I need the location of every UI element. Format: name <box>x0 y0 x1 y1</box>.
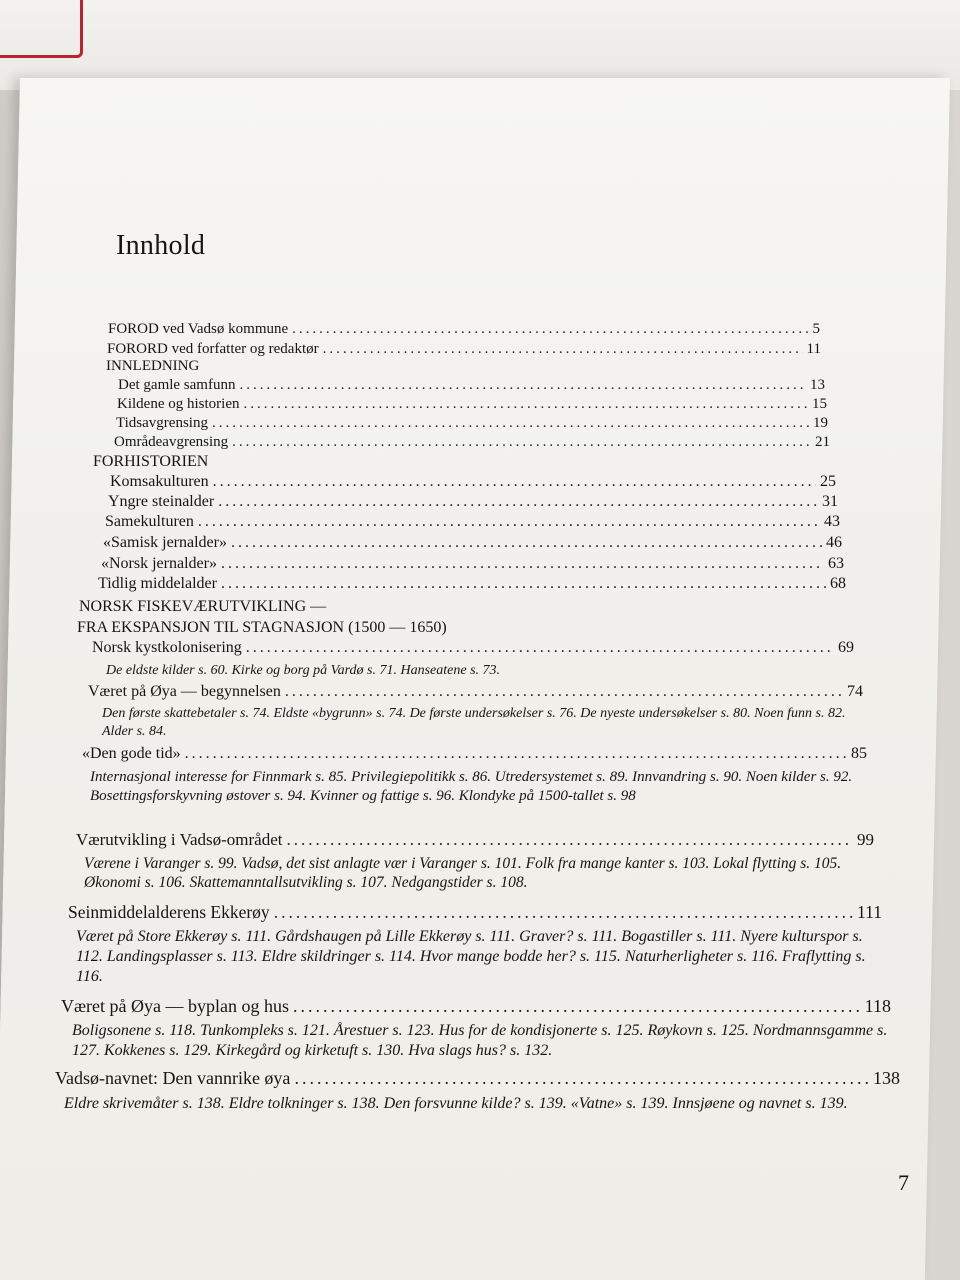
leader-dots <box>239 377 806 394</box>
leader-dots <box>293 996 861 1017</box>
toc-entry <box>88 683 863 701</box>
leader-dots <box>285 683 843 701</box>
toc-section-heading: NORSK FISKEVÆRUTVIKLING — <box>79 598 327 615</box>
toc-entry-page: 5 <box>812 321 820 337</box>
toc-entry-page: 46 <box>826 534 842 551</box>
leader-dots <box>212 415 809 432</box>
toc-entry-label: Det gamle samfunn <box>118 377 236 393</box>
toc-entry-subtopics: Været på Store Ekkerøy s. 111. Gårdshaugen på Lille Ekkerøy s. 111. Graver? s. 111. Bogastiller s. 111. Nyere kulturspor s. 112. Landingsplasser s. 113. Eldre skildringer s. 114. Hvor mange bodde her? s. 115. Naturherligheter s. 116. Fraflytting s. 116. <box>76 928 866 985</box>
toc-entry-page: 43 <box>824 513 840 530</box>
page-number: 7 <box>898 1170 909 1195</box>
toc-entry <box>105 513 840 531</box>
toc-entry <box>114 434 830 451</box>
toc-section-heading: INNLEDNING <box>106 358 200 374</box>
toc-entry <box>110 473 836 491</box>
toc-entry <box>101 555 844 573</box>
toc-entry-label: Yngre steinalder <box>108 493 215 510</box>
toc-entry-label: Områdeavgrensing <box>114 434 229 450</box>
toc-entry-page: 74 <box>847 683 863 700</box>
leader-dots <box>274 902 853 923</box>
toc-entry <box>107 341 821 358</box>
leader-dots <box>246 639 834 657</box>
toc-entry-label: Værutvikling i Vadsø-området <box>76 830 283 849</box>
leader-dots <box>287 830 854 850</box>
leader-dots <box>185 745 847 763</box>
toc-entry-subtopics: Værene i Varanger s. 99. Vadsø, det sist anlagte vær i Varanger s. 101. Folk fra mange kanter s. 103. Lokal flytting s. 105. Økonomi s. 106. Skattemanntallsutvikling s. 107. Nedgangstider s. 108. <box>84 855 842 892</box>
leader-dots <box>323 341 803 358</box>
toc-entry <box>116 415 828 432</box>
leader-dots <box>231 534 822 552</box>
toc-entry-page: 15 <box>812 396 827 412</box>
toc-entry-page: 21 <box>815 434 830 450</box>
toc-entry-label: «Norsk jernalder» <box>101 555 217 572</box>
toc-entry-label: Norsk kystkolonisering <box>92 639 242 656</box>
toc-entry-subtopics: Eldre skrivemåter s. 138. Eldre tolkninger s. 138. Den forsvunne kilde? s. 139. «Vatne» s. 139. Innsjøene og navnet s. 139. <box>64 1095 848 1112</box>
leader-dots <box>243 396 808 413</box>
toc-entry-subtopics: Den første skattebetaler s. 74. Eldste «bygrunn» s. 74. De første undersøkelser s. 76. De nyeste undersøkelser s. 80. Noen funn s. 82. Alder s. 84. <box>102 706 846 739</box>
toc-entry <box>117 396 827 413</box>
toc-entry-page: 68 <box>830 575 846 592</box>
toc-section-heading: FRA EKSPANSJON TIL STAGNASJON (1500 — 1650) <box>77 619 447 636</box>
toc-entry <box>108 321 820 338</box>
leader-dots <box>294 1068 869 1089</box>
toc-entry-label: Vadsø-navnet: Den vannrike øya <box>55 1068 291 1088</box>
toc-entry-page: 69 <box>838 639 854 656</box>
toc-entry-label: Været på Øya — begynnelsen <box>88 683 281 700</box>
toc-entry <box>118 377 825 394</box>
page-title: Innhold <box>116 230 206 261</box>
toc-entry <box>55 1068 900 1089</box>
toc-section-heading: FORHISTORIEN <box>93 453 209 470</box>
toc-entry <box>92 639 854 657</box>
leader-dots <box>232 434 811 451</box>
toc-entry-page: 138 <box>873 1068 900 1088</box>
toc-entry-page: 25 <box>820 473 836 490</box>
toc-entry-label: Tidsavgrensing <box>116 415 208 431</box>
leader-dots <box>292 321 808 338</box>
toc-entry-label: Samekulturen <box>105 513 194 530</box>
toc-entry <box>61 996 891 1017</box>
toc-entry-label: Seinmiddelalderens Ekkerøy <box>68 902 270 922</box>
toc-entry-label: Været på Øya — byplan og hus <box>61 996 289 1016</box>
toc-entry-page: 13 <box>810 377 825 393</box>
toc-entry-label: «Samisk jernalder» <box>103 534 227 551</box>
toc-entry-page: 63 <box>828 555 844 572</box>
toc-entry <box>68 902 882 923</box>
toc-entry-page: 11 <box>806 341 821 357</box>
toc-entry-page: 19 <box>813 415 828 431</box>
toc-entry-label: Kildene og historien <box>117 396 240 412</box>
toc-entry <box>103 534 842 552</box>
toc-entry-label: FORORD ved forfatter og redaktør <box>107 341 319 357</box>
toc-entry <box>108 493 838 511</box>
leader-dots <box>198 513 820 531</box>
toc-entry-subtopics: Boligsonene s. 118. Tunkompleks s. 121. Årestuer s. 123. Hus for de kondisjonerte s. 125. Røykovn s. 125. Nordmannsgamme s. 127. Kokkenes s. 129. Kirkegård og kirketuft s. 130. Hva slags hus? s. 132. <box>72 1022 888 1059</box>
leader-dots <box>213 473 816 491</box>
toc-entry-subtopics: De eldste kilder s. 60. Kirke og borg på Vardø s. 71. Hanseatene s. 73. <box>106 663 501 678</box>
toc-entry-page: 31 <box>822 493 838 510</box>
toc-entry-page: 118 <box>864 996 891 1016</box>
toc-entry-subtopics: Internasjonal interesse for Finnmark s. 85. Privilegiepolitikk s. 86. Utredersystemet s. 89. Innvandring s. 90. Noen kilder s. 92. Bosettingsforskyvning østover s. 94. Kvinner og fattige s. 96. Klondyke på 1500-tallet s. 98 <box>90 769 853 804</box>
toc-entry-label: Komsakulturen <box>110 473 209 490</box>
toc-entry <box>98 575 846 593</box>
leader-dots <box>221 575 826 593</box>
toc-entry-page: 85 <box>851 745 867 762</box>
toc-entry-page: 111 <box>857 902 882 922</box>
toc-entry-label: «Den gode tid» <box>82 745 181 762</box>
leader-dots <box>221 555 824 573</box>
leader-dots <box>218 493 818 511</box>
toc-entry-page: 99 <box>857 830 874 849</box>
toc-entry-label: FOROD ved Vadsø kommune <box>108 321 289 337</box>
toc-entry <box>76 830 874 850</box>
toc-entry <box>82 745 867 763</box>
toc-entry-label: Tidlig middelalder <box>98 575 217 592</box>
